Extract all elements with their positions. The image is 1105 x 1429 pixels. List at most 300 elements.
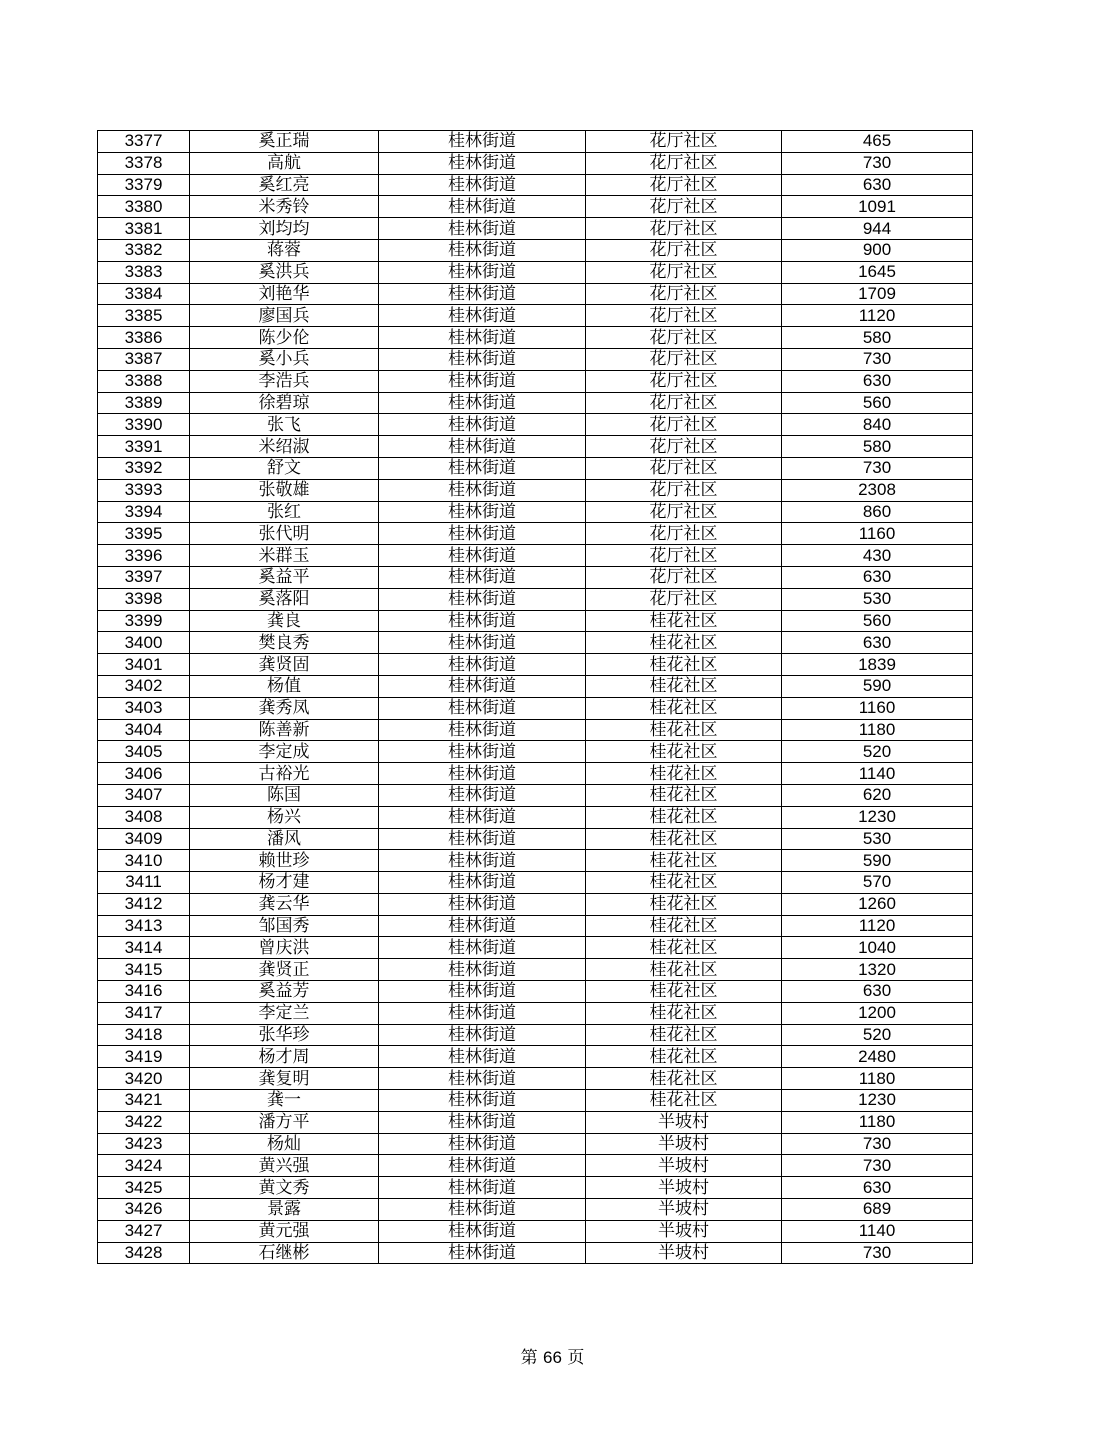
cell-amount: 580	[782, 327, 973, 349]
cell-community: 半坡村	[586, 1155, 782, 1177]
cell-amount: 590	[782, 850, 973, 872]
cell-name: 高航	[190, 152, 379, 174]
cell-name: 樊良秀	[190, 632, 379, 654]
table-row	[98, 1199, 973, 1221]
cell-community: 花厅社区	[586, 174, 782, 196]
cell-community: 花厅社区	[586, 545, 782, 567]
cell-street: 桂林街道	[379, 392, 586, 414]
cell-street: 桂林街道	[379, 1068, 586, 1090]
cell-amount: 1160	[782, 697, 973, 719]
cell-name: 奚小兵	[190, 348, 379, 370]
cell-community: 花厅社区	[586, 479, 782, 501]
cell-community: 花厅社区	[586, 457, 782, 479]
cell-amount: 1180	[782, 1111, 973, 1133]
table-row	[98, 392, 973, 414]
cell-community: 桂花社区	[586, 1002, 782, 1024]
cell-name: 张红	[190, 501, 379, 523]
cell-amount: 1140	[782, 1220, 973, 1242]
cell-name: 舒文	[190, 457, 379, 479]
cell-name: 奚红亮	[190, 174, 379, 196]
cell-community: 花厅社区	[586, 218, 782, 240]
cell-street: 桂林街道	[379, 1199, 586, 1221]
cell-index: 3378	[98, 152, 190, 174]
cell-index: 3397	[98, 566, 190, 588]
cell-index: 3425	[98, 1177, 190, 1199]
cell-name: 潘方平	[190, 1111, 379, 1133]
cell-community: 花厅社区	[586, 131, 782, 153]
cell-community: 桂花社区	[586, 1090, 782, 1112]
cell-index: 3404	[98, 719, 190, 741]
cell-index: 3410	[98, 850, 190, 872]
cell-community: 桂花社区	[586, 959, 782, 981]
table-row	[98, 1242, 973, 1264]
cell-street: 桂林街道	[379, 937, 586, 959]
footer-suffix: 页	[567, 1348, 585, 1368]
cell-amount: 840	[782, 414, 973, 436]
table-row	[98, 632, 973, 654]
table-row	[98, 697, 973, 719]
cell-street: 桂林街道	[379, 632, 586, 654]
cell-community: 桂花社区	[586, 763, 782, 785]
cell-amount: 530	[782, 828, 973, 850]
cell-community: 半坡村	[586, 1199, 782, 1221]
cell-name: 潘风	[190, 828, 379, 850]
cell-community: 花厅社区	[586, 436, 782, 458]
cell-community: 桂花社区	[586, 893, 782, 915]
cell-street: 桂林街道	[379, 414, 586, 436]
table-row	[98, 152, 973, 174]
table-row	[98, 261, 973, 283]
cell-amount: 1839	[782, 654, 973, 676]
table-row	[98, 1155, 973, 1177]
cell-street: 桂林街道	[379, 1090, 586, 1112]
cell-name: 赖世珍	[190, 850, 379, 872]
cell-amount: 1230	[782, 806, 973, 828]
cell-community: 花厅社区	[586, 523, 782, 545]
cell-amount: 630	[782, 370, 973, 392]
cell-index: 3395	[98, 523, 190, 545]
cell-amount: 730	[782, 348, 973, 370]
table-row	[98, 131, 973, 153]
cell-community: 花厅社区	[586, 370, 782, 392]
cell-amount: 1180	[782, 719, 973, 741]
cell-amount: 430	[782, 545, 973, 567]
cell-name: 黄元强	[190, 1220, 379, 1242]
table-row	[98, 283, 973, 305]
table-body	[98, 131, 973, 1264]
cell-community: 桂花社区	[586, 610, 782, 632]
cell-community: 花厅社区	[586, 283, 782, 305]
cell-name: 蒋蓉	[190, 239, 379, 261]
cell-amount: 1160	[782, 523, 973, 545]
cell-name: 米群玉	[190, 545, 379, 567]
cell-name: 米秀铃	[190, 196, 379, 218]
cell-amount: 630	[782, 1177, 973, 1199]
cell-index: 3418	[98, 1024, 190, 1046]
cell-index: 3382	[98, 239, 190, 261]
cell-index: 3399	[98, 610, 190, 632]
cell-community: 桂花社区	[586, 981, 782, 1003]
cell-index: 3416	[98, 981, 190, 1003]
cell-name: 奚益芳	[190, 981, 379, 1003]
cell-street: 桂林街道	[379, 763, 586, 785]
cell-name: 杨灿	[190, 1133, 379, 1155]
table-row	[98, 915, 973, 937]
cell-community: 半坡村	[586, 1220, 782, 1242]
cell-index: 3414	[98, 937, 190, 959]
cell-community: 桂花社区	[586, 719, 782, 741]
cell-street: 桂林街道	[379, 348, 586, 370]
cell-amount: 1140	[782, 763, 973, 785]
cell-index: 3426	[98, 1199, 190, 1221]
cell-name: 陈国	[190, 784, 379, 806]
cell-street: 桂林街道	[379, 588, 586, 610]
cell-name: 曾庆洪	[190, 937, 379, 959]
cell-index: 3409	[98, 828, 190, 850]
cell-amount: 560	[782, 392, 973, 414]
cell-amount: 730	[782, 1242, 973, 1264]
cell-community: 花厅社区	[586, 588, 782, 610]
cell-community: 桂花社区	[586, 1068, 782, 1090]
cell-community: 花厅社区	[586, 414, 782, 436]
cell-community: 桂花社区	[586, 806, 782, 828]
cell-community: 桂花社区	[586, 675, 782, 697]
table-row	[98, 806, 973, 828]
page-number: 66	[543, 1348, 562, 1367]
table-row	[98, 654, 973, 676]
table-row	[98, 1046, 973, 1068]
cell-amount: 1320	[782, 959, 973, 981]
cell-name: 张敬雄	[190, 479, 379, 501]
cell-street: 桂林街道	[379, 501, 586, 523]
cell-index: 3388	[98, 370, 190, 392]
cell-community: 花厅社区	[586, 566, 782, 588]
table-row	[98, 850, 973, 872]
table-row	[98, 937, 973, 959]
cell-street: 桂林街道	[379, 1155, 586, 1177]
cell-name: 龚秀凤	[190, 697, 379, 719]
cell-index: 3421	[98, 1090, 190, 1112]
cell-index: 3419	[98, 1046, 190, 1068]
cell-community: 桂花社区	[586, 915, 782, 937]
cell-name: 杨才周	[190, 1046, 379, 1068]
cell-amount: 630	[782, 566, 973, 588]
cell-name: 杨兴	[190, 806, 379, 828]
cell-name: 廖国兵	[190, 305, 379, 327]
cell-amount: 944	[782, 218, 973, 240]
cell-community: 花厅社区	[586, 261, 782, 283]
cell-index: 3392	[98, 457, 190, 479]
cell-street: 桂林街道	[379, 654, 586, 676]
cell-street: 桂林街道	[379, 1111, 586, 1133]
cell-street: 桂林街道	[379, 1024, 586, 1046]
cell-street: 桂林街道	[379, 959, 586, 981]
cell-index: 3393	[98, 479, 190, 501]
cell-amount: 730	[782, 1155, 973, 1177]
cell-street: 桂林街道	[379, 784, 586, 806]
cell-index: 3420	[98, 1068, 190, 1090]
cell-index: 3407	[98, 784, 190, 806]
cell-name: 徐碧琼	[190, 392, 379, 414]
table-row	[98, 414, 973, 436]
cell-street: 桂林街道	[379, 1242, 586, 1264]
cell-community: 桂花社区	[586, 937, 782, 959]
cell-name: 龚复明	[190, 1068, 379, 1090]
cell-name: 米绍淑	[190, 436, 379, 458]
cell-community: 桂花社区	[586, 1024, 782, 1046]
cell-name: 龚云华	[190, 893, 379, 915]
cell-amount: 530	[782, 588, 973, 610]
cell-amount: 630	[782, 981, 973, 1003]
cell-community: 花厅社区	[586, 305, 782, 327]
cell-street: 桂林街道	[379, 523, 586, 545]
cell-index: 3406	[98, 763, 190, 785]
cell-amount: 900	[782, 239, 973, 261]
cell-community: 花厅社区	[586, 501, 782, 523]
cell-name: 龚贤正	[190, 959, 379, 981]
cell-street: 桂林街道	[379, 828, 586, 850]
cell-street: 桂林街道	[379, 152, 586, 174]
table-row	[98, 218, 973, 240]
cell-index: 3408	[98, 806, 190, 828]
cell-community: 半坡村	[586, 1242, 782, 1264]
table-row	[98, 501, 973, 523]
cell-amount: 2308	[782, 479, 973, 501]
cell-amount: 520	[782, 1024, 973, 1046]
cell-index: 3424	[98, 1155, 190, 1177]
cell-street: 桂林街道	[379, 196, 586, 218]
cell-community: 花厅社区	[586, 327, 782, 349]
cell-amount: 590	[782, 675, 973, 697]
cell-name: 石继彬	[190, 1242, 379, 1264]
data-table	[97, 130, 973, 1264]
cell-index: 3427	[98, 1220, 190, 1242]
cell-community: 花厅社区	[586, 196, 782, 218]
cell-index: 3400	[98, 632, 190, 654]
cell-amount: 1645	[782, 261, 973, 283]
cell-amount: 1091	[782, 196, 973, 218]
cell-community: 桂花社区	[586, 850, 782, 872]
cell-community: 花厅社区	[586, 392, 782, 414]
cell-index: 3394	[98, 501, 190, 523]
cell-street: 桂林街道	[379, 457, 586, 479]
cell-amount: 1230	[782, 1090, 973, 1112]
cell-amount: 560	[782, 610, 973, 632]
cell-amount: 860	[782, 501, 973, 523]
table-row	[98, 763, 973, 785]
table-row	[98, 610, 973, 632]
table-row	[98, 784, 973, 806]
cell-index: 3396	[98, 545, 190, 567]
table-row	[98, 1090, 973, 1112]
cell-index: 3383	[98, 261, 190, 283]
cell-index: 3401	[98, 654, 190, 676]
cell-index: 3411	[98, 872, 190, 894]
cell-amount: 570	[782, 872, 973, 894]
cell-name: 刘艳华	[190, 283, 379, 305]
cell-index: 3390	[98, 414, 190, 436]
cell-street: 桂林街道	[379, 305, 586, 327]
table-row	[98, 479, 973, 501]
table-row	[98, 741, 973, 763]
cell-street: 桂林街道	[379, 610, 586, 632]
cell-amount: 630	[782, 632, 973, 654]
cell-street: 桂林街道	[379, 981, 586, 1003]
table-row	[98, 1177, 973, 1199]
cell-name: 黄兴强	[190, 1155, 379, 1177]
table-row	[98, 523, 973, 545]
table-row	[98, 828, 973, 850]
cell-name: 古裕光	[190, 763, 379, 785]
table-row	[98, 981, 973, 1003]
cell-name: 龚一	[190, 1090, 379, 1112]
cell-name: 李定成	[190, 741, 379, 763]
cell-index: 3377	[98, 131, 190, 153]
cell-name: 李定兰	[190, 1002, 379, 1024]
cell-community: 花厅社区	[586, 239, 782, 261]
table-row	[98, 719, 973, 741]
table-row	[98, 1068, 973, 1090]
cell-index: 3403	[98, 697, 190, 719]
cell-community: 桂花社区	[586, 1046, 782, 1068]
cell-community: 桂花社区	[586, 697, 782, 719]
cell-amount: 689	[782, 1199, 973, 1221]
cell-index: 3384	[98, 283, 190, 305]
cell-name: 刘均均	[190, 218, 379, 240]
table-row	[98, 370, 973, 392]
cell-amount: 730	[782, 152, 973, 174]
cell-amount: 1260	[782, 893, 973, 915]
table-row	[98, 1220, 973, 1242]
cell-amount: 1709	[782, 283, 973, 305]
table-row	[98, 1024, 973, 1046]
cell-index: 3412	[98, 893, 190, 915]
cell-street: 桂林街道	[379, 872, 586, 894]
cell-amount: 1120	[782, 305, 973, 327]
cell-amount: 1180	[782, 1068, 973, 1090]
table-row	[98, 1111, 973, 1133]
cell-community: 桂花社区	[586, 872, 782, 894]
cell-street: 桂林街道	[379, 1133, 586, 1155]
cell-street: 桂林街道	[379, 261, 586, 283]
cell-index: 3379	[98, 174, 190, 196]
cell-amount: 630	[782, 174, 973, 196]
cell-street: 桂林街道	[379, 697, 586, 719]
table-row	[98, 872, 973, 894]
table-row	[98, 436, 973, 458]
cell-street: 桂林街道	[379, 1220, 586, 1242]
cell-index: 3389	[98, 392, 190, 414]
cell-street: 桂林街道	[379, 1002, 586, 1024]
cell-street: 桂林街道	[379, 893, 586, 915]
cell-name: 张华珍	[190, 1024, 379, 1046]
cell-index: 3415	[98, 959, 190, 981]
cell-street: 桂林街道	[379, 436, 586, 458]
table-row	[98, 457, 973, 479]
cell-community: 桂花社区	[586, 654, 782, 676]
cell-street: 桂林街道	[379, 675, 586, 697]
cell-community: 花厅社区	[586, 152, 782, 174]
cell-community: 桂花社区	[586, 632, 782, 654]
cell-street: 桂林街道	[379, 806, 586, 828]
cell-name: 张飞	[190, 414, 379, 436]
cell-name: 张代明	[190, 523, 379, 545]
cell-amount: 2480	[782, 1046, 973, 1068]
cell-index: 3391	[98, 436, 190, 458]
cell-amount: 620	[782, 784, 973, 806]
cell-street: 桂林街道	[379, 239, 586, 261]
table-row	[98, 196, 973, 218]
cell-street: 桂林街道	[379, 545, 586, 567]
cell-amount: 520	[782, 741, 973, 763]
cell-name: 龚良	[190, 610, 379, 632]
cell-name: 黄文秀	[190, 1177, 379, 1199]
cell-amount: 1200	[782, 1002, 973, 1024]
cell-index: 3380	[98, 196, 190, 218]
cell-amount: 465	[782, 131, 973, 153]
cell-index: 3398	[98, 588, 190, 610]
footer-prefix: 第	[520, 1348, 538, 1368]
table-row	[98, 545, 973, 567]
cell-name: 陈善新	[190, 719, 379, 741]
table-row	[98, 675, 973, 697]
cell-name: 陈少伦	[190, 327, 379, 349]
cell-street: 桂林街道	[379, 218, 586, 240]
cell-name: 李浩兵	[190, 370, 379, 392]
cell-street: 桂林街道	[379, 1177, 586, 1199]
cell-street: 桂林街道	[379, 174, 586, 196]
cell-street: 桂林街道	[379, 566, 586, 588]
table-row	[98, 1002, 973, 1024]
table-row	[98, 893, 973, 915]
cell-community: 桂花社区	[586, 784, 782, 806]
cell-community: 花厅社区	[586, 348, 782, 370]
cell-index: 3413	[98, 915, 190, 937]
table-row	[98, 1133, 973, 1155]
table-row	[98, 305, 973, 327]
cell-street: 桂林街道	[379, 370, 586, 392]
cell-street: 桂林街道	[379, 131, 586, 153]
cell-community: 桂花社区	[586, 741, 782, 763]
cell-street: 桂林街道	[379, 741, 586, 763]
cell-community: 半坡村	[586, 1133, 782, 1155]
cell-community: 半坡村	[586, 1177, 782, 1199]
page-footer	[0, 1343, 1105, 1368]
cell-index: 3422	[98, 1111, 190, 1133]
table-row	[98, 348, 973, 370]
cell-name: 杨值	[190, 675, 379, 697]
cell-street: 桂林街道	[379, 719, 586, 741]
cell-index: 3423	[98, 1133, 190, 1155]
cell-community: 桂花社区	[586, 828, 782, 850]
cell-community: 半坡村	[586, 1111, 782, 1133]
cell-name: 龚贤固	[190, 654, 379, 676]
cell-street: 桂林街道	[379, 915, 586, 937]
cell-name: 杨才建	[190, 872, 379, 894]
cell-index: 3402	[98, 675, 190, 697]
cell-index: 3381	[98, 218, 190, 240]
cell-amount: 580	[782, 436, 973, 458]
cell-name: 奚落阳	[190, 588, 379, 610]
cell-index: 3405	[98, 741, 190, 763]
cell-amount: 730	[782, 457, 973, 479]
table-row	[98, 174, 973, 196]
cell-name: 奚洪兵	[190, 261, 379, 283]
table-row	[98, 566, 973, 588]
cell-amount: 1040	[782, 937, 973, 959]
cell-index: 3417	[98, 1002, 190, 1024]
cell-street: 桂林街道	[379, 1046, 586, 1068]
